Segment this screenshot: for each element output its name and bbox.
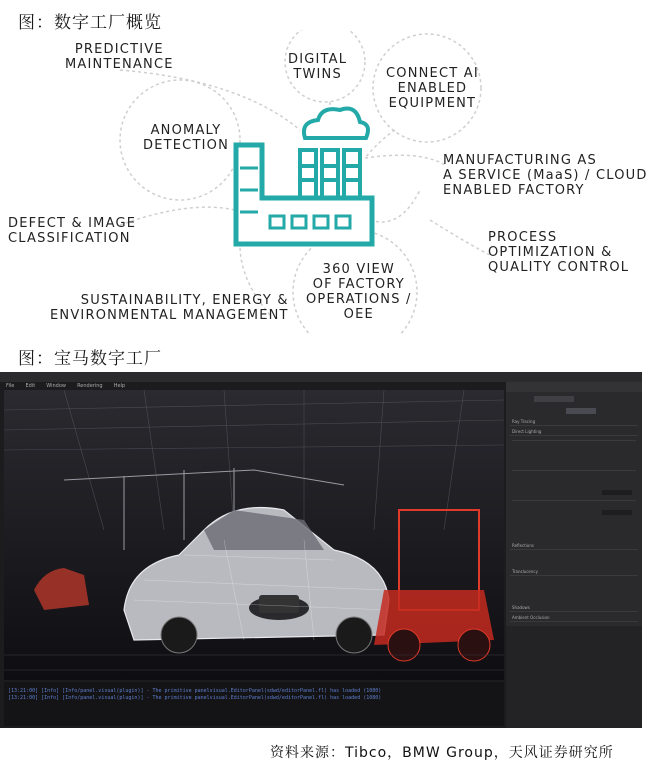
- console-line-2: [13:21:00] [Info] [Info/panel.visual(plugin)] - The primitive panelvisual.EditorPanel(sdwd/editorPanel.fl) has loaded (1080): [8, 695, 382, 701]
- menu-edit[interactable]: Edit: [25, 383, 36, 389]
- label-manufacturing-service: MANUFACTURING AS A SERVICE (MaaS) / CLOUD ENABLED FACTORY: [443, 153, 648, 198]
- panel-row-ray-tracing[interactable]: Ray Tracing: [510, 418, 638, 426]
- label-anomaly-detection: ANOMALY DETECTION: [143, 123, 229, 153]
- factory-icon: [236, 109, 372, 245]
- console-panel: [4, 682, 504, 726]
- menu-rendering[interactable]: Rendering: [77, 383, 103, 389]
- menu-file[interactable]: File: [6, 383, 15, 389]
- bmw-digital-factory-screenshot: [0, 372, 642, 728]
- label-digital-twins: DIGITAL TWINS: [288, 52, 348, 82]
- label-process-optimization: PROCESS OPTIMIZATION & QUALITY CONTROL: [488, 230, 630, 275]
- properties-panel: [506, 382, 642, 728]
- label-360-view: 360 VIEW OF FACTORY OPERATIONS / OEE: [306, 262, 412, 322]
- panel-row-direct-lighting[interactable]: Direct Lighting: [510, 428, 638, 436]
- label-defect-classification: DEFECT & IMAGE CLASSIFICATION: [8, 216, 137, 246]
- predictive-connector: [120, 70, 300, 130]
- console-line-1: [13:21:00] [Info] [Info/panel.visual(plugin)] - The primitive panelvisual.EditorPanel(sdwd/editorPanel.fl) has loaded (1080): [8, 688, 382, 694]
- menu-help[interactable]: Help: [113, 383, 126, 389]
- label-sustainability: SUSTAINABILITY, ENERGY & ENVIRONMENTAL MANAGEMENT: [50, 293, 289, 323]
- source-note: 资料来源：Tibco，BMW Group，天风证券研究所: [270, 745, 614, 761]
- menu-window[interactable]: Window: [46, 383, 66, 389]
- 3d-viewport[interactable]: [4, 390, 504, 680]
- figure-caption-1: 图：数字工厂概览: [18, 13, 162, 33]
- panel-row-shadows[interactable]: Shadows: [510, 604, 638, 612]
- digital-factory-diagram: [0, 30, 658, 335]
- panel-row-reflections[interactable]: Reflections: [510, 542, 638, 550]
- app-menu-bar: [0, 372, 642, 389]
- factory-render: [4, 390, 504, 680]
- panel-row-ambient-occlusion[interactable]: Ambient Occlusion: [510, 614, 638, 622]
- label-connect-ai: CONNECT AI ENABLED EQUIPMENT: [386, 66, 479, 111]
- label-predictive-maintenance: PREDICTIVE MAINTENANCE: [65, 42, 174, 72]
- figure-caption-2: 图：宝马数字工厂: [18, 349, 162, 369]
- panel-row-translucency[interactable]: Translucency: [510, 568, 638, 576]
